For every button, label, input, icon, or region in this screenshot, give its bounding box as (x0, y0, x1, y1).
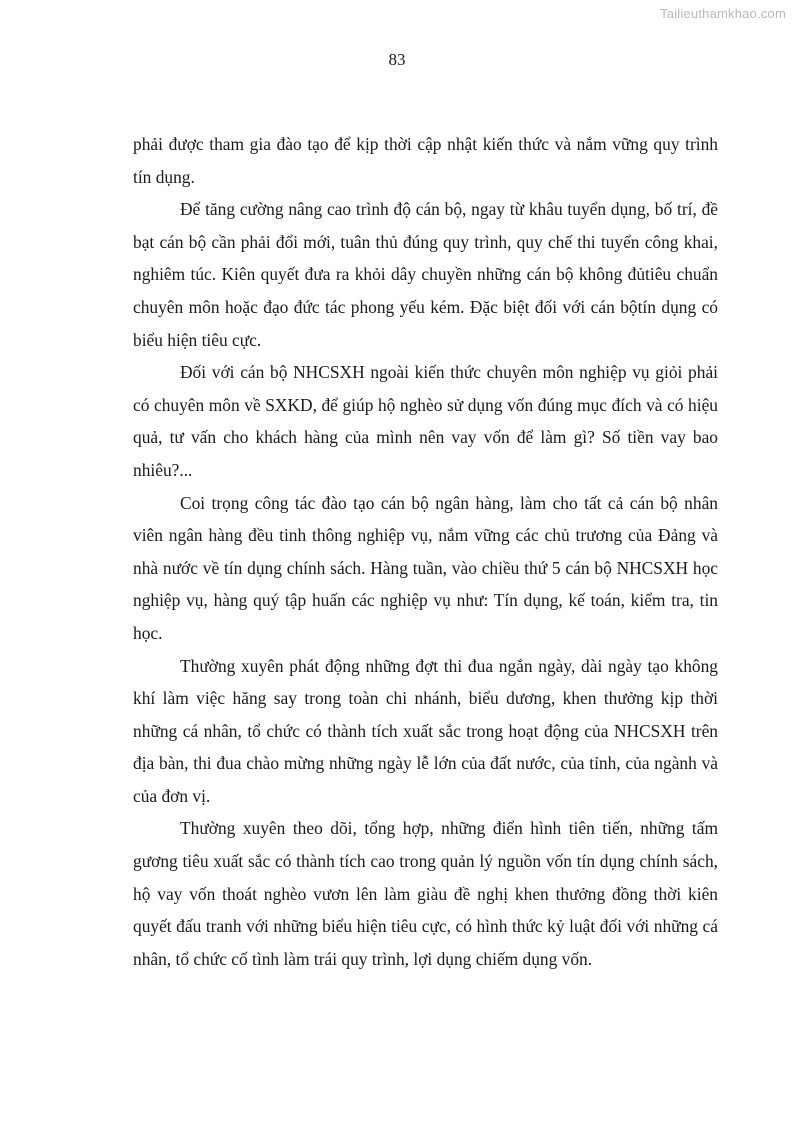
paragraph: Thường xuyên phát động những đợt thi đua ngắn ngày, dài ngày tạo không khí làm việc hăng say trong toàn chi nhánh, biểu dương, khen thưởng kịp thời những cá nhân, tổ chức có thành tích xuất sắc trong hoạt động của NHCSXH trên địa bàn, thi đua chào mừng những ngày lễ lớn của đất nước, của tỉnh, của ngành và của đơn vị. (133, 655, 718, 806)
page-number: 83 (388, 50, 406, 69)
document-body (133, 128, 718, 975)
paragraph: Coi trọng công tác đào tạo cán bộ ngân hàng, làm cho tất cả cán bộ nhân viên ngân hàng đều tinh thông nghiệp vụ, nắm vững các chủ trương của Đảng và nhà nước về tín dụng chính sách. Hàng tuần, vào chiều thứ 5 cán bộ NHCSXH học nghiệp vụ, hàng quý tập huấn các nghiệp vụ như: Tín dụng, kế toán, kiểm tra, tin học. (133, 492, 718, 643)
watermark: Tailieuthamkhao.com (660, 6, 786, 21)
paragraph-continuation: phải được tham gia đào tạo để kịp thời cập nhật kiến thức và nắm vững quy trình tín dụng. (133, 134, 718, 187)
paragraph: Để tăng cường nâng cao trình độ cán bộ, ngay từ khâu tuyển dụng, bố trí, đề bạt cán bộ cần phải đổi mới, tuân thủ đúng quy trình, quy chế thi tuyển công khai, nghiêm túc. Kiên quyết đưa ra khỏi dây chuyền những cán bộ không đủtiêu chuẩn chuyên môn hoặc đạo đức tác phong yếu kém. Đặc biệt đối với cán bộtín dụng có biểu hiện tiêu cực. (133, 199, 718, 350)
paragraph: Thường xuyên theo dõi, tổng hợp, những điển hình tiên tiến, những tấm gương tiêu xuất sắc có thành tích cao trong quản lý nguồn vốn tín dụng chính sách, hộ vay vốn thoát nghèo vươn lên làm giàu đề nghị khen thưởng đồng thời kiên quyết đấu tranh với những biểu hiện tiêu cực, có hình thức kỷ luật đối với những cá nhân, tổ chức cố tình làm trái quy trình, lợi dụng chiếm dụng vốn. (133, 818, 718, 969)
paragraph: Đối với cán bộ NHCSXH ngoài kiến thức chuyên môn nghiệp vụ giỏi phải có chuyên môn về SXKD, để giúp hộ nghèo sử dụng vốn đúng mục đích và có hiệu quả, tư vấn cho khách hàng của mình nên vay vốn để làm gì? Số tiền vay bao nhiêu?... (133, 362, 718, 480)
